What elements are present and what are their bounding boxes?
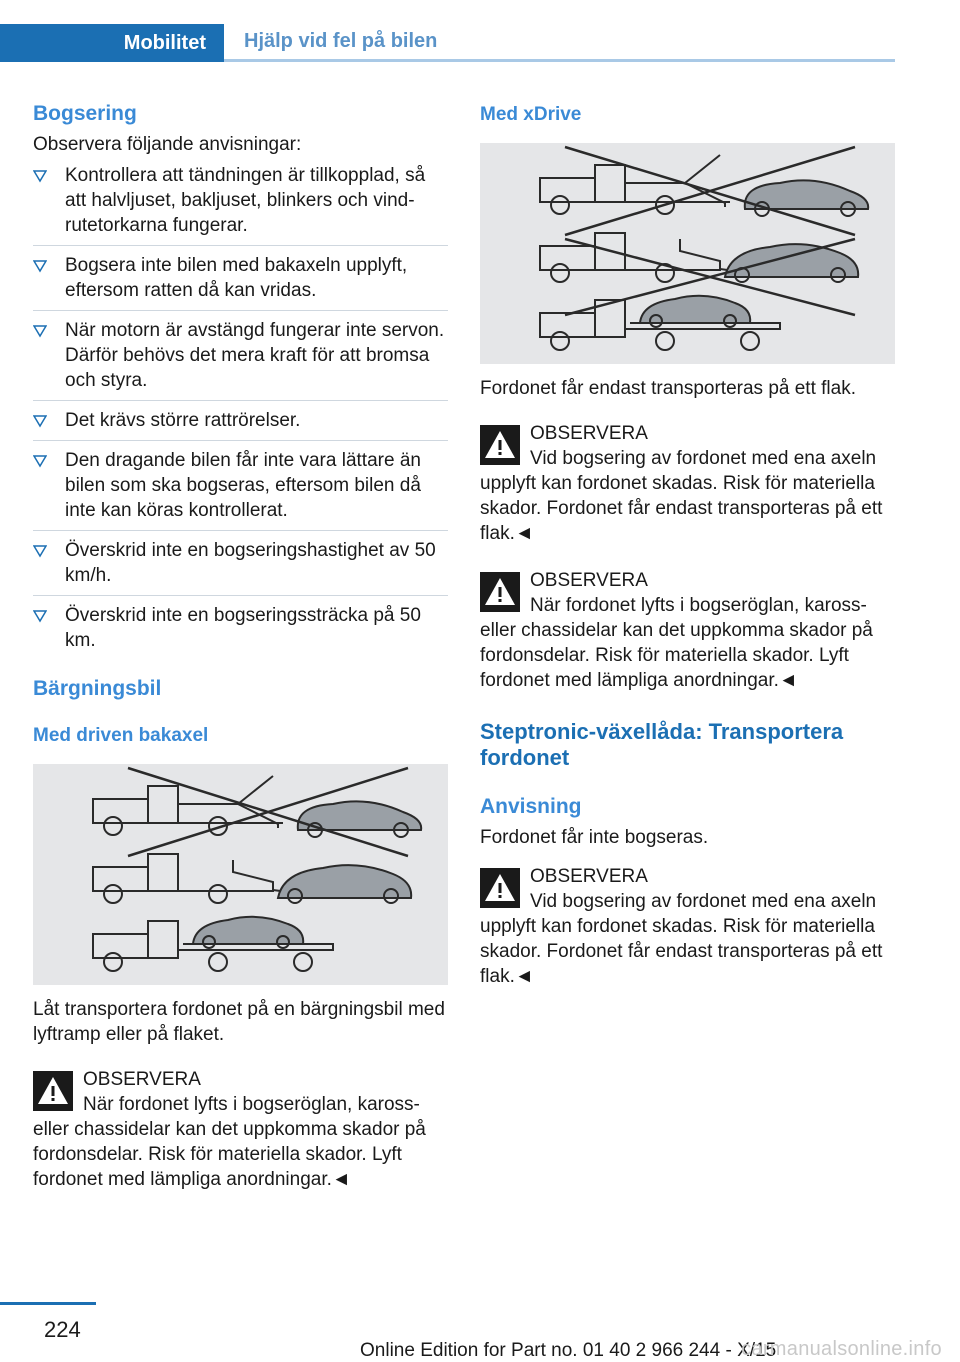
watermark: carmanualsonline.info	[741, 1338, 942, 1360]
warning-block	[33, 1067, 448, 1192]
list-item	[33, 253, 448, 303]
divider	[33, 400, 448, 401]
list-item	[33, 538, 448, 588]
note-text: Fordonet får inte bogseras.	[480, 827, 709, 848]
heading-steptronic: Steptronic-växellåda: Transportera fordonet	[480, 719, 844, 770]
divider	[33, 440, 448, 441]
list-item	[33, 318, 448, 393]
list-item	[33, 448, 448, 523]
triangle-bullet-icon	[33, 169, 47, 183]
figure-caption-rwd: Låt transportera fordonet på en bärgningsbil med lyftramp eller på flaket.	[33, 999, 445, 1045]
warning-text: Vid bogsering av fordonet med ena axeln upplyft kan fordonet skadas. Risk för materiella skador. Fordonet får endast transporteras på ett flak.◄	[480, 891, 883, 987]
subheading-xdrive: Med xDrive	[480, 104, 582, 125]
warning-title: OBSERVERA	[83, 1069, 201, 1090]
tow-truck-drawing	[480, 143, 895, 364]
triangle-bullet-icon	[33, 414, 47, 428]
list-item-text: När motorn är avstängd fungerar inte servon. Därför behövs det mera kraft för att bromsa och styra.	[65, 320, 445, 391]
list-item	[33, 408, 448, 433]
warning-text: När fordonet lyfts i bogseröglan, kaross- eller chassidelar kan det uppkomma skador på fordonsdelar. Risk för materiella skador. Lyft fordonet med lämpliga anordningar.◄	[33, 1094, 426, 1190]
triangle-bullet-icon	[33, 544, 47, 558]
list-item-text: Överskrid inte en bogseringssträcka på 50 km.	[65, 605, 421, 651]
divider	[33, 595, 448, 596]
warning-block	[480, 421, 895, 546]
tow-truck-illustration-rwd	[33, 764, 448, 985]
tow-truck-drawing	[33, 764, 448, 985]
warning-block	[480, 568, 895, 693]
tow-truck-illustration-xdrive	[480, 143, 895, 364]
towing-intro: Observera följande anvisningar:	[33, 134, 302, 155]
divider	[33, 530, 448, 531]
divider	[33, 245, 448, 246]
tab-help-breakdown[interactable]: Hjälp vid fel på bilen	[224, 24, 895, 62]
warning-text: Vid bogsering av fordonet med ena axeln upplyft kan fordonet skadas. Risk för materiella skador. Fordonet får endast transporteras på ett flak.◄	[480, 448, 883, 544]
warning-icon	[33, 1071, 73, 1111]
triangle-bullet-icon	[33, 259, 47, 273]
left-column	[33, 100, 448, 1192]
warning-icon	[480, 868, 520, 908]
edition-text: Online Edition for Part no. 01 40 2 966 244 - X/15	[360, 1340, 777, 1361]
list-item-text: Bogsera inte bilen med bakaxeln upplyft, eftersom ratten då kan vridas.	[65, 255, 408, 301]
list-item	[33, 163, 448, 238]
page-number: 224	[44, 1317, 81, 1342]
warning-icon	[480, 425, 520, 465]
warning-block	[480, 864, 895, 989]
right-column	[480, 100, 895, 989]
subheading-rear-wheel-drive: Med driven bakaxel	[33, 725, 209, 746]
warning-title: OBSERVERA	[530, 570, 648, 591]
figure-caption-xdrive: Fordonet får endast transporteras på ett flak.	[480, 378, 856, 399]
warning-icon	[480, 572, 520, 612]
warning-title: OBSERVERA	[530, 866, 648, 887]
tab-mobilitet[interactable]: Mobilitet	[0, 24, 224, 62]
list-item-text: Det krävs större rattrörelser.	[65, 410, 301, 431]
triangle-bullet-icon	[33, 609, 47, 623]
header-bar	[0, 0, 960, 62]
towing-instructions-list	[33, 163, 448, 653]
triangle-bullet-icon	[33, 454, 47, 468]
warning-text: När fordonet lyfts i bogseröglan, kaross- eller chassidelar kan det uppkomma skador på fordonsdelar. Risk för materiella skador. Lyft fordonet med lämpliga anordningar.◄	[480, 595, 873, 691]
list-item-text: Kontrollera att tändningen är tillkopplad, så att halvljuset, bakljuset, blinkers och vindrutetorkarna fungerar.	[65, 165, 426, 236]
warning-title: OBSERVERA	[530, 423, 648, 444]
heading-tow-truck: Bärgningsbil	[33, 677, 162, 700]
subheading-note: Anvisning	[480, 795, 582, 818]
list-item-text: Den dragande bilen får inte vara lättare än bilen som ska bogseras, eftersom bilen då inte kan köras kontrollerat.	[65, 450, 421, 521]
triangle-bullet-icon	[33, 324, 47, 338]
page-number-accent-bar	[0, 1302, 96, 1305]
divider	[33, 310, 448, 311]
heading-towing: Bogsering	[33, 102, 137, 125]
list-item	[33, 603, 448, 653]
list-item-text: Överskrid inte en bogseringshastighet av 50 km/h.	[65, 540, 436, 586]
